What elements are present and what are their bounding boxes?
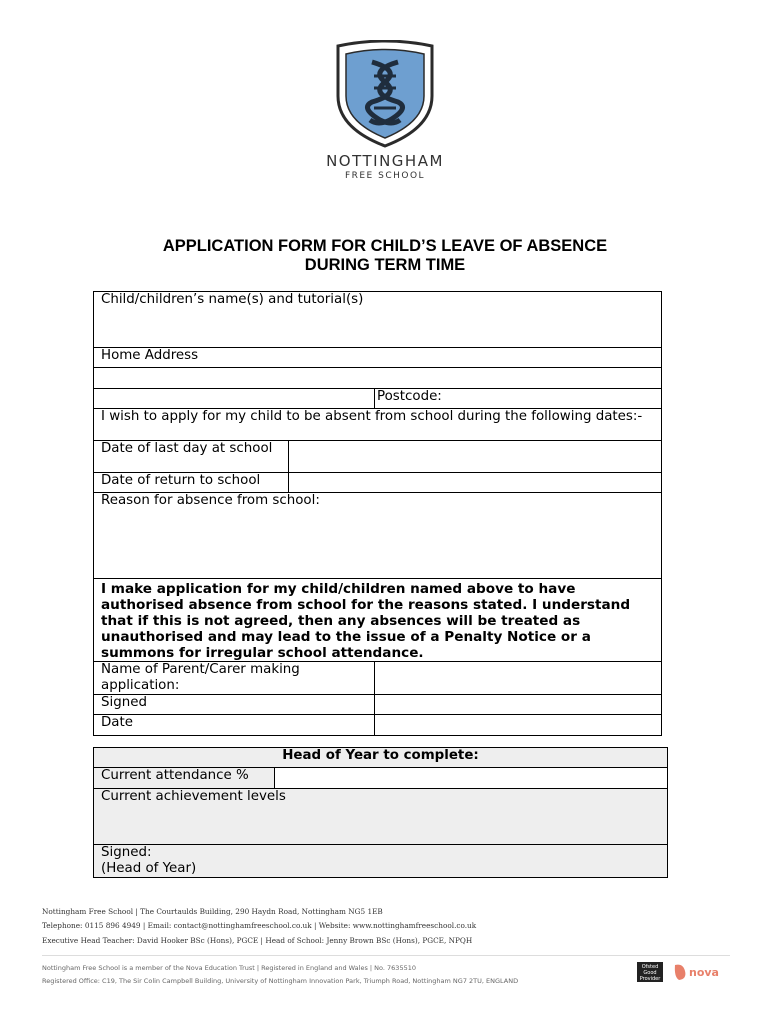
address-line-2-field[interactable]	[94, 389, 375, 409]
parent-name-field[interactable]	[375, 662, 662, 695]
shield-icon	[330, 40, 440, 148]
head-of-year-heading-text: Head of Year to complete:	[282, 748, 479, 763]
last-day-label-cell	[94, 441, 289, 473]
head-of-year-signed-label: Signed:	[101, 845, 152, 860]
form-title	[100, 237, 670, 275]
attendance-field[interactable]	[275, 768, 668, 789]
footer-contact: Telephone: 0115 896 4949 | Email: contact@nottinghamfreeschool.co.uk | Website: www.nottinghamfreeschool.co.uk	[42, 921, 477, 930]
head-of-year-role-label: (Head of Year)	[101, 861, 197, 876]
footer-registered-office: Registered Office: C19, The Sir Colin Campbell Building, University of Nottingham Innovation Park, Triumph Road, Nottingham NG7 2TU, ENGLAND	[42, 977, 519, 985]
parent-name-label: Name of Parent/Carer making application:	[101, 662, 300, 693]
ofsted-badge-logo	[637, 962, 663, 982]
home-address-label: Home Address	[101, 348, 199, 363]
attendance-label: Current attendance %	[101, 768, 249, 783]
school-name: NOTTINGHAM	[326, 152, 444, 170]
signed-label: Signed	[101, 695, 147, 710]
form-title-line1: APPLICATION FORM FOR CHILD’S LEAVE OF ABSENCE	[162, 237, 608, 255]
postcode-field[interactable]	[375, 389, 662, 409]
signed-label-cell	[94, 695, 375, 715]
svg-text:nova: nova	[689, 966, 719, 979]
return-date-label: Date of return to school	[101, 473, 261, 488]
form-title-line2: DURING TERM TIME	[304, 256, 466, 274]
head-of-year-table	[93, 747, 668, 878]
children-name-field[interactable]	[94, 292, 662, 348]
signed-field[interactable]	[375, 695, 662, 715]
date-label-cell	[94, 715, 375, 736]
reason-field[interactable]	[94, 493, 662, 579]
return-date-label-cell	[94, 473, 289, 493]
address-line-field[interactable]	[94, 368, 662, 389]
attendance-label-cell	[94, 768, 275, 789]
ofsted-badge-text: Ofsted Good Provider	[639, 964, 661, 982]
date-field[interactable]	[375, 715, 662, 736]
school-crest-logo	[320, 40, 450, 148]
nova-logo-icon	[673, 962, 727, 982]
head-of-year-heading	[94, 748, 668, 768]
postcode-label: Postcode:	[377, 389, 442, 404]
nova-logo	[673, 962, 727, 982]
home-address-field[interactable]	[94, 348, 662, 368]
head-of-year-signed-field[interactable]	[94, 845, 668, 878]
children-name-label: Child/children’s name(s) and tutorial(s)	[101, 292, 364, 307]
footer-address: Nottingham Free School | The Courtaulds Building, 290 Haydn Road, Nottingham NG5 1EB	[42, 907, 383, 916]
apply-text: I wish to apply for my child to be absent from school during the following dates:-	[101, 409, 643, 424]
achievement-field[interactable]	[94, 789, 668, 845]
footer-trust: Nottingham Free School is a member of the Nova Education Trust | Registered in England and Wales | No. 7635510	[42, 964, 416, 972]
last-day-label: Date of last day at school	[101, 441, 273, 456]
declaration	[94, 579, 662, 662]
footer-divider	[42, 955, 730, 956]
reason-label: Reason for absence from school:	[101, 493, 320, 508]
apply-statement	[94, 409, 662, 441]
declaration-text: I make application for my child/children named above to have authorised absence from school for the reasons stated. I understand that if this is not agreed, then any absences will be treated as unauthorised and may lead to the issue of a Penalty Notice or a summons for irregular school attendance.	[101, 581, 631, 661]
school-subtitle: FREE SCHOOL	[344, 171, 426, 181]
parent-name-label-cell	[94, 662, 375, 695]
date-label: Date	[101, 715, 134, 730]
achievement-label: Current achievement levels	[101, 789, 286, 804]
footer-staff: Executive Head Teacher: David Hooker BSc (Hons), PGCE | Head of School: Jenny Brown BSc (Hons), PGCE, NPQH	[42, 936, 473, 945]
last-day-field[interactable]	[289, 441, 662, 473]
return-date-field[interactable]	[289, 473, 662, 493]
application-form-table	[93, 291, 662, 736]
